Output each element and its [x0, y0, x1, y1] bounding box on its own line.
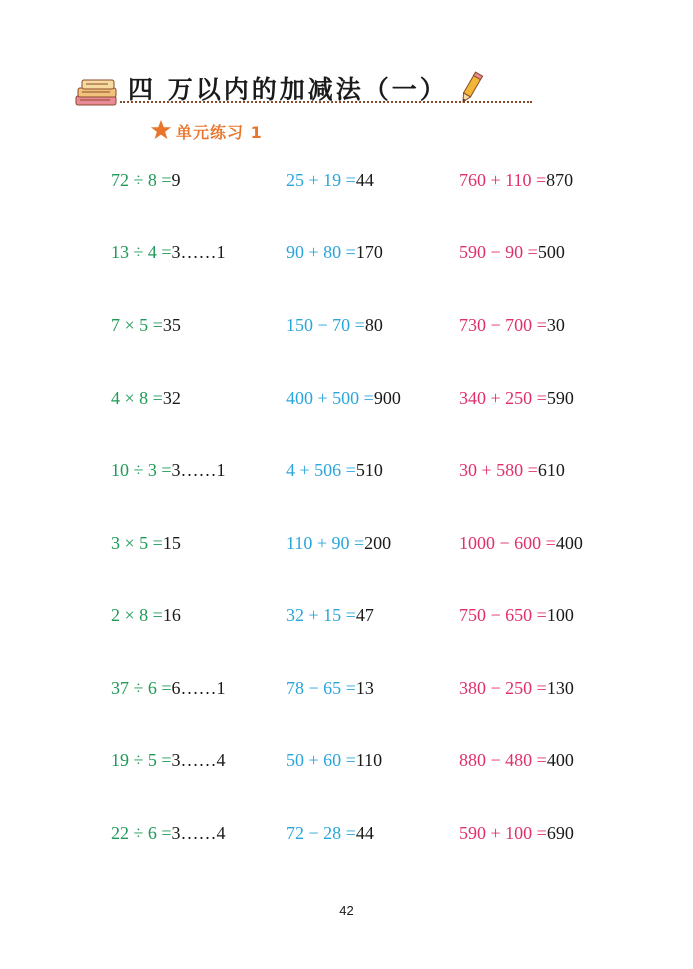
math-problem	[111, 750, 226, 771]
math-problem	[111, 242, 226, 263]
problem-question: 2 × 8 =	[111, 605, 163, 625]
math-problem	[459, 750, 574, 771]
problem-answer: 44	[355, 170, 374, 190]
math-problem	[111, 605, 181, 626]
math-problem	[459, 605, 574, 626]
problem-question: 19 ÷ 5 =	[111, 750, 172, 770]
problem-answer: 200	[364, 533, 392, 553]
math-problem	[111, 170, 181, 191]
star-icon	[150, 119, 172, 141]
page-number: 42	[339, 903, 354, 918]
math-problem	[459, 533, 583, 554]
problem-question: 78 − 65 =	[286, 678, 356, 698]
problem-answer: 44	[355, 823, 374, 843]
problem-question: 37 ÷ 6 =	[111, 678, 172, 698]
math-problem	[459, 315, 565, 336]
problem-answer: 80	[364, 315, 383, 335]
math-problem	[286, 533, 391, 554]
problem-question: 3 × 5 =	[111, 533, 163, 553]
problem-answer: 590	[546, 388, 574, 408]
problem-answer: 13	[355, 678, 374, 698]
problem-question: 50 + 60 =	[286, 750, 356, 770]
problem-question: 880 − 480 =	[459, 750, 547, 770]
problem-question: 10 ÷ 3 =	[111, 460, 172, 480]
math-problem	[286, 823, 374, 844]
problem-question: 90 + 80 =	[286, 242, 356, 262]
problem-answer: 3……1	[171, 242, 226, 262]
books-icon	[74, 76, 122, 108]
math-problem	[111, 388, 181, 409]
math-problem	[459, 242, 565, 263]
problem-question: 380 − 250 =	[459, 678, 547, 698]
math-problem	[286, 242, 383, 263]
problem-question: 13 ÷ 4 =	[111, 242, 172, 262]
problem-question: 340 + 250 =	[459, 388, 547, 408]
math-problem	[459, 388, 574, 409]
math-problem	[111, 460, 226, 481]
problem-answer: 15	[162, 533, 181, 553]
problem-answer: 30	[546, 315, 565, 335]
math-problem	[286, 460, 383, 481]
math-problem	[286, 170, 374, 191]
problem-question: 590 − 90 =	[459, 242, 538, 262]
problem-question: 730 − 700 =	[459, 315, 547, 335]
problem-answer: 400	[555, 533, 583, 553]
math-problem	[111, 533, 181, 554]
problem-answer: 170	[355, 242, 383, 262]
problem-question: 400 + 500 =	[286, 388, 374, 408]
math-problem	[286, 315, 383, 336]
problem-question: 4 + 506 =	[286, 460, 356, 480]
problem-question: 72 ÷ 8 =	[111, 170, 172, 190]
problem-question: 760 + 110 =	[459, 170, 547, 190]
problem-question: 110 + 90 =	[286, 533, 365, 553]
problem-answer: 9	[171, 170, 181, 190]
math-problem	[286, 750, 382, 771]
problem-question: 590 + 100 =	[459, 823, 547, 843]
math-problem	[111, 823, 226, 844]
problem-question: 30 + 580 =	[459, 460, 538, 480]
problem-answer: 100	[546, 605, 574, 625]
problem-answer: 110	[355, 750, 383, 770]
problem-question: 4 × 8 =	[111, 388, 163, 408]
math-problem	[459, 460, 565, 481]
math-problem	[286, 388, 401, 409]
math-problem	[459, 170, 573, 191]
problem-answer: 3……1	[171, 460, 226, 480]
math-problem	[459, 823, 574, 844]
problem-answer: 900	[373, 388, 401, 408]
problem-answer: 130	[546, 678, 574, 698]
problem-answer: 610	[537, 460, 565, 480]
problem-answer: 510	[355, 460, 383, 480]
problem-answer: 500	[537, 242, 565, 262]
pencil-icon	[458, 70, 484, 106]
problem-answer: 3……4	[171, 750, 226, 770]
problem-question: 72 − 28 =	[286, 823, 356, 843]
chapter-header	[72, 66, 492, 116]
math-problem	[459, 678, 574, 699]
math-problem	[286, 605, 374, 626]
section-title: 单元练习 1	[176, 123, 263, 142]
problem-question: 32 + 15 =	[286, 605, 356, 625]
problem-question: 750 − 650 =	[459, 605, 547, 625]
problem-answer: 16	[162, 605, 181, 625]
problem-answer: 47	[355, 605, 374, 625]
problem-answer: 6……1	[171, 678, 226, 698]
problem-answer: 870	[546, 170, 574, 190]
problem-question: 1000 − 600 =	[459, 533, 556, 553]
problem-question: 22 ÷ 6 =	[111, 823, 172, 843]
problem-question: 150 − 70 =	[286, 315, 365, 335]
math-problem	[111, 315, 181, 336]
problem-question: 7 × 5 =	[111, 315, 163, 335]
problem-answer: 35	[162, 315, 181, 335]
problem-question: 25 + 19 =	[286, 170, 356, 190]
problem-answer: 3……4	[171, 823, 226, 843]
math-problem	[111, 678, 226, 699]
chapter-title: 四 万以内的加减法（一）	[128, 75, 448, 104]
problem-answer: 32	[162, 388, 181, 408]
math-problem	[286, 678, 374, 699]
problem-answer: 400	[546, 750, 574, 770]
problem-answer: 690	[546, 823, 574, 843]
